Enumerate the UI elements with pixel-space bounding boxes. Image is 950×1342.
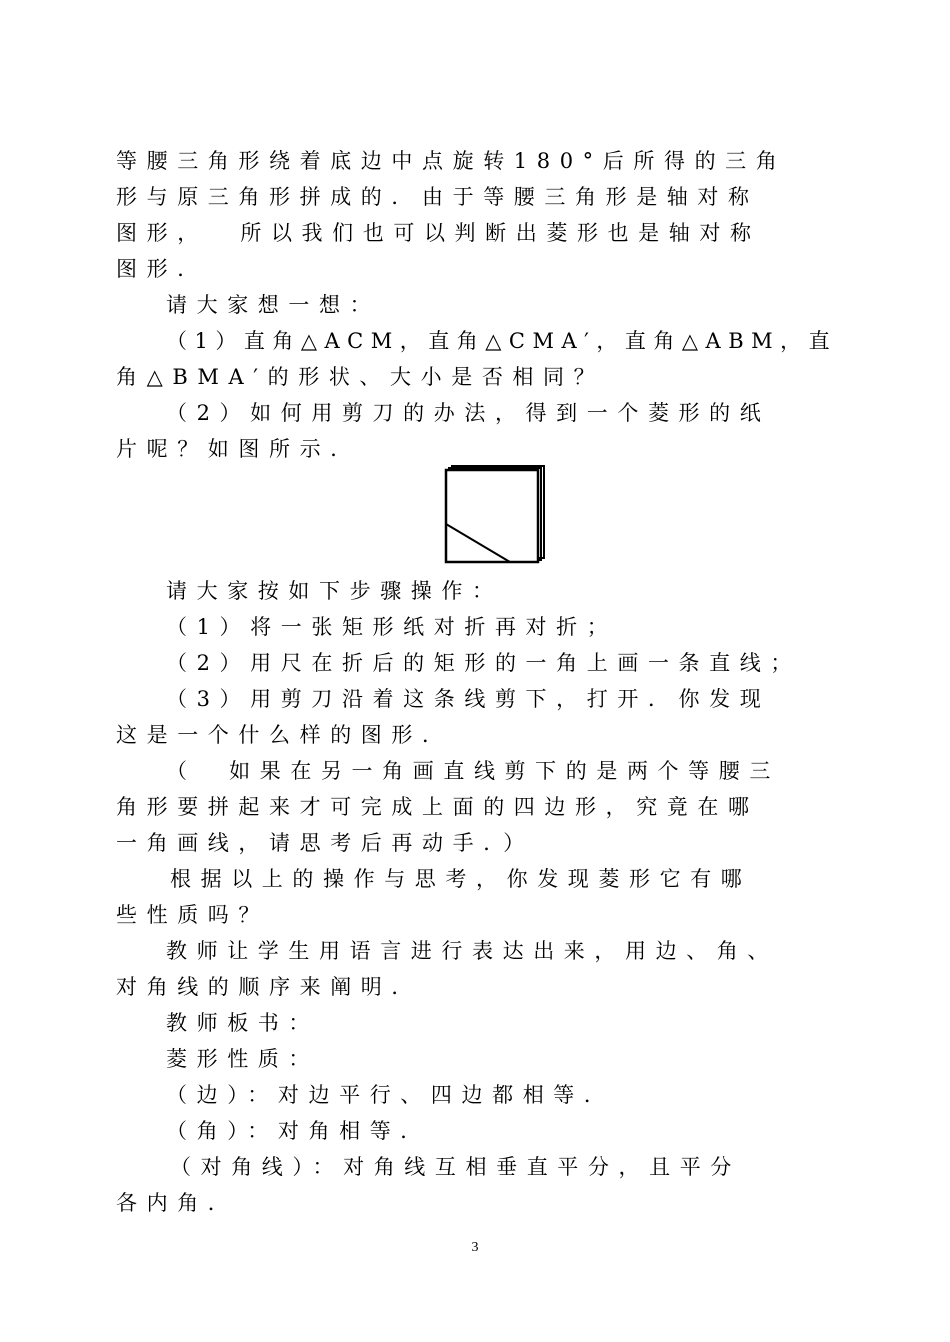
folded-paper-figure (442, 464, 548, 564)
text-line-20: 教师让学生用语言进行表达出来，用边、角、 (166, 939, 778, 963)
text-line-12: （2）用尺在折后的矩形的一角上画一条直线； (166, 651, 801, 675)
text-line-22: 教师板书： (166, 1011, 319, 1035)
text-line-16: 角形要拼起来才可完成上面的四边形，究竟在哪 (116, 795, 759, 819)
text-line-15: （ 如果在另一角画直线剪下的是两个等腰三 (166, 759, 780, 783)
text-line-13: （3）用剪刀沿着这条线剪下，打开．你发现 (166, 687, 771, 711)
text-line-10: 请大家按如下步骤操作： (166, 579, 503, 603)
text-line-2: 形与原三角形拼成的．由于等腰三角形是轴对称 (116, 185, 759, 209)
text-line-24: （边）：对边平行、四边都相等． (166, 1083, 615, 1107)
text-line-1: 等腰三角形绕着底边中点旋转180°后所得的三角 (116, 149, 787, 173)
text-line-23: 菱形性质： (166, 1047, 319, 1071)
text-line-14: 这是一个什么样的图形． (116, 723, 453, 747)
text-line-5: 请大家想一想： (166, 293, 381, 317)
text-line-8: （2）如何用剪刀的办法，得到一个菱形的纸 (166, 401, 771, 425)
text-line-11: （1）将一张矩形纸对折再对折； (166, 615, 618, 639)
text-line-21: 对角线的顺序来阐明． (116, 975, 422, 999)
text-line-18: 根据以上的操作与思考，你发现菱形它有哪 (170, 867, 752, 891)
text-line-17: 一角画线，请思考后再动手．） (116, 831, 534, 855)
text-line-27: 各内角． (116, 1191, 239, 1215)
text-line-25: （角）：对角相等． (166, 1119, 431, 1143)
page-number: 3 (471, 1240, 479, 1255)
text-line-19: 些性质吗？ (116, 903, 269, 927)
text-line-7: 角△BMA′的形状、大小是否相同？ (116, 365, 605, 389)
text-line-26: （对角线）：对角线互相垂直平分，且平分 (170, 1155, 741, 1179)
text-line-6: （1）直角△ACM，直角△CMA′，直角△ABM，直 (166, 329, 838, 353)
text-line-4: 图形． (116, 257, 208, 281)
text-line-9: 片呢？如图所示． (116, 437, 361, 461)
text-line-3: 图形， 所以我们也可以判断出菱形也是轴对称 (116, 221, 761, 245)
